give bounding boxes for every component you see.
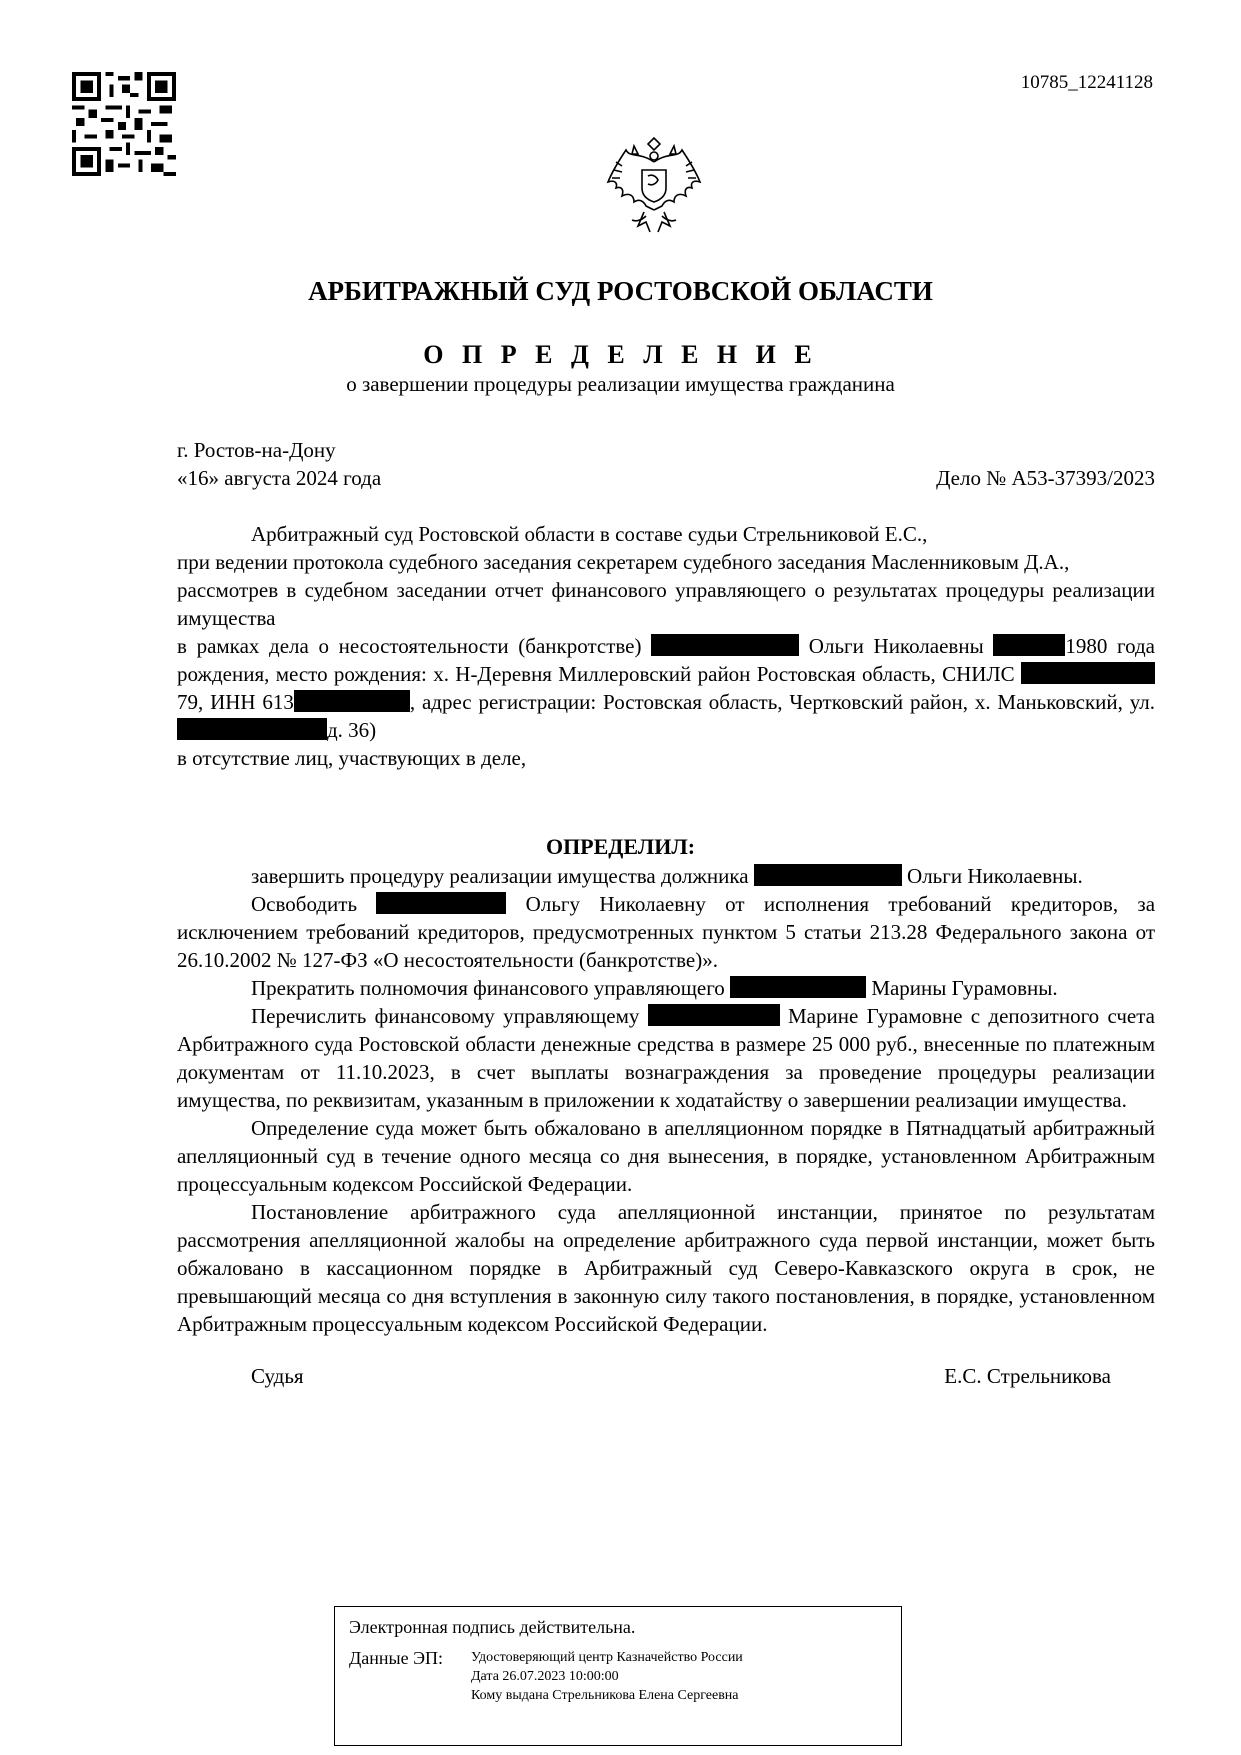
ruling-paragraph xyxy=(177,862,1155,890)
redaction-bar xyxy=(648,1004,780,1026)
text-fragment: Ольги Николаевны. xyxy=(907,864,1083,888)
place: г. Ростов-на-Дону xyxy=(177,438,336,462)
qr-code-icon xyxy=(72,72,176,176)
text-fragment: завершить процедуру реализации имущества должника xyxy=(251,864,749,888)
text-fragment: 1980 года рождения, место рождения: х. Н-Деревня Миллеровский район Ростовская область, СНИЛС xyxy=(177,634,1155,686)
redaction-bar xyxy=(993,634,1065,656)
signature-issuer: Удостоверяющий центр Казначейство России xyxy=(471,1650,743,1665)
text-fragment: Марины Гурамовны. xyxy=(871,976,1058,1000)
text-fragment: Ольгу Николаевну от исполнения требований кредиторов, за исключением требований кредиторов, предусмотренных пунктом 5 статьи 213.28 Федерального закона от 26.10.2002 № 127-ФЗ «О несостоятельности (банкротстве)». xyxy=(177,892,1156,972)
place-date-block xyxy=(177,436,1155,492)
date: «16» августа 2024 года xyxy=(177,466,382,490)
text-fragment: в рамках дела о несостоятельности (банкротстве) xyxy=(177,634,642,658)
ruling-heading: ОПРЕДЕЛИЛ: xyxy=(545,834,696,859)
intro-paragraph: рассмотрев в судебном заседании отчет финансового управляющего о результатах процедуры реализации имущества xyxy=(177,578,1155,630)
text-fragment: Ольги Николаевны xyxy=(808,634,984,658)
ruling-paragraph xyxy=(177,974,1155,1002)
ruling-paragraph xyxy=(177,1002,1155,1114)
ruling-paragraph xyxy=(177,890,1155,974)
text-fragment: Перечислить финансовому управляющему xyxy=(251,1004,640,1028)
text-fragment: Прекратить полномочия финансового управляющего xyxy=(251,976,725,1000)
redaction-bar xyxy=(177,718,327,740)
redaction-bar xyxy=(730,976,866,998)
intro-paragraph: Арбитражный суд Ростовской области в составе судьи Стрельниковой Е.С., xyxy=(251,522,928,546)
signature-data-row xyxy=(349,1648,887,1705)
intro-paragraph: в отсутствие лиц, участвующих в деле, xyxy=(177,746,527,770)
document-number: 10785_12241128 xyxy=(1020,72,1153,93)
coat-of-arms-icon xyxy=(604,132,704,240)
judge-label: Судья xyxy=(251,1364,304,1388)
redaction-bar xyxy=(294,690,410,712)
redaction-bar xyxy=(376,892,506,914)
text-fragment: 79, ИНН 613 xyxy=(177,690,294,714)
signature-label: Данные ЭП: xyxy=(349,1648,443,1668)
redaction-bar xyxy=(754,864,902,886)
ruling-paragraph: Постановление арбитражного суда апелляционной инстанции, принятое по результатам рассмотрения апелляционной жалобы на определение арбитражного суда первой инстанции, может быть обжаловано в кассационном порядке в Арбитражный суд Северо-Кавказского округа в срок, не превышающий месяца со дня вступления в законную силу такого постановления, в порядке, установленном Арбитражным процессуальным кодексом Российской Федерации. xyxy=(177,1200,1155,1336)
intro-paragraph xyxy=(177,632,1155,744)
signature-owner: Кому выдана Стрельникова Елена Сергеевна xyxy=(471,1688,739,1703)
text-fragment: Освободить xyxy=(251,892,358,916)
intro-paragraph: при ведении протокола судебного заседания секретарем судебного заседания Масленниковым Д.А., xyxy=(177,550,1070,574)
court-name: АРБИТРАЖНЫЙ СУД РОСТОВСКОЙ ОБЛАСТИ xyxy=(308,276,933,306)
document-title: О П Р Е Д Е Л Е Н И Е xyxy=(423,340,818,369)
judge-name: Е.С. Стрельникова xyxy=(944,1364,1111,1388)
redaction-bar xyxy=(651,634,799,656)
text-fragment: , адрес регистрации: Ростовская область, Чертковский район, х. Маньковский, ул. xyxy=(409,690,1156,714)
intro-block xyxy=(177,520,1155,772)
case-number: Дело № А53-37393/2023 xyxy=(936,466,1155,490)
text-fragment: Марине Гурамовне с депозитного счета Арбитражного суда Ростовской области денежные средства в размере 25 000 руб., внесенные по платежным документам от 11.10.2023, в счет выплаты вознаграждения за проведение процедуры реализации имущества, по реквизитам, указанным в приложении к ходатайству о завершении реализации имущества. xyxy=(177,1004,1156,1112)
signature-values xyxy=(471,1648,743,1705)
text-fragment: д. 36) xyxy=(327,718,377,742)
ruling-paragraph: Определение суда может быть обжаловано в апелляционном порядке в Пятнадцатый арбитражный апелляционный суд в течение одного месяца со дня вынесения, в порядке, установленном Арбитражным процессуальным кодексом Российской Федерации. xyxy=(177,1116,1155,1196)
ruling-block xyxy=(177,862,1155,1338)
signature-valid: Электронная подпись действительна. xyxy=(349,1617,636,1637)
electronic-signature-box xyxy=(334,1606,902,1746)
document-subtitle: о завершении процедуры реализации имущества гражданина xyxy=(346,372,895,396)
signature-date: Дата 26.07.2023 10:00:00 xyxy=(471,1669,619,1684)
redaction-bar xyxy=(1021,662,1155,684)
